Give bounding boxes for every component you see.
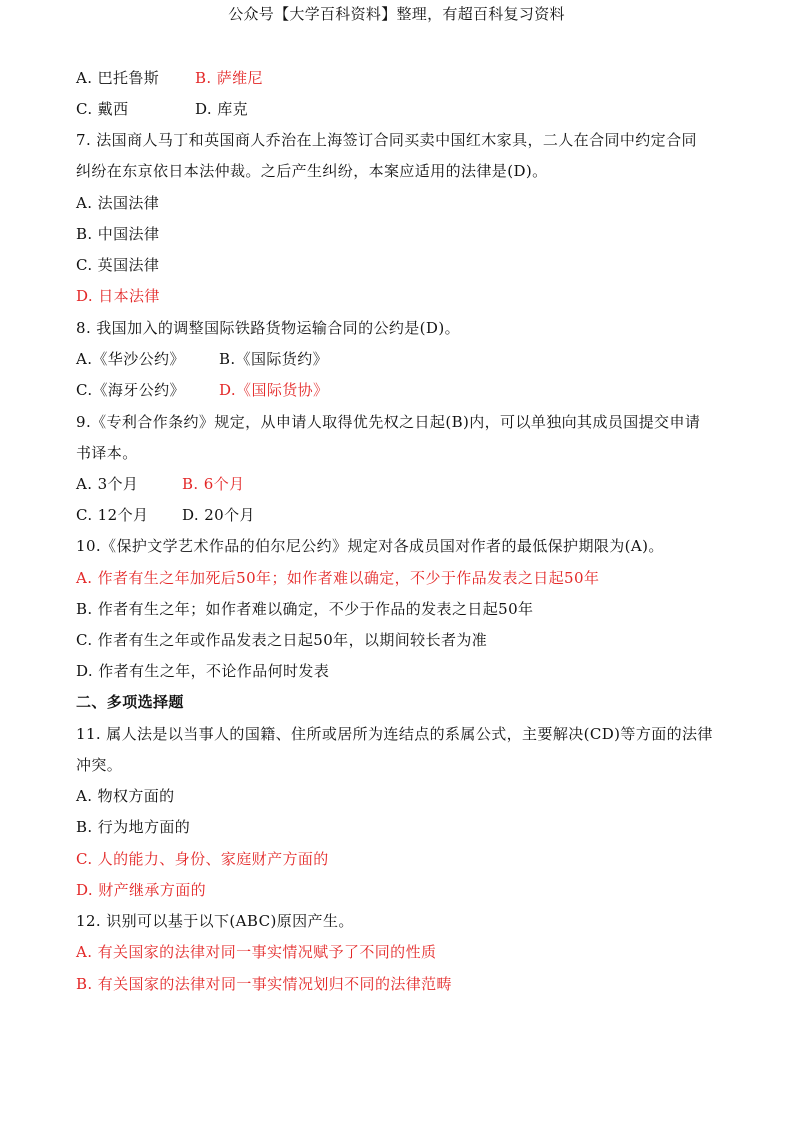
question-7-stem-line-2: 纠纷在东京依日本法仲裁。之后产生纠纷，本案应适用的法律是(D)。 <box>76 162 548 180</box>
q6-option-a: A. 巴托鲁斯 <box>76 69 160 87</box>
question-8-stem: 8. 我国加入的调整国际铁路货物运输合同的公约是(D)。 <box>76 319 461 337</box>
q8-option-a: A.《华沙公约》 <box>76 350 185 368</box>
question-11-stem-line-1: 11. 属人法是以当事人的国籍、住所或居所为连结点的系属公式，主要解决(CD)等方面的法律 <box>76 725 713 743</box>
q11-option-a: A. 物权方面的 <box>76 787 175 805</box>
question-9-options-row-2 <box>76 505 255 525</box>
question-7-stem-line-1: 7. 法国商人马丁和英国商人乔治在上海签订合同买卖中国红木家具，二人在合同中约定合同 <box>76 131 697 149</box>
q6-option-d: D. 库克 <box>195 100 249 118</box>
question-12-stem: 12. 识别可以基于以下(ABC)原因产生。 <box>76 912 354 930</box>
q12-option-b-answer: B. 有关国家的法律对同一事实情况划归不同的法律范畴 <box>76 975 452 993</box>
q11-option-c-answer: C. 人的能力、身份、家庭财产方面的 <box>76 850 329 868</box>
q8-option-b: B.《国际货约》 <box>219 350 328 368</box>
q11-option-b: B. 行为地方面的 <box>76 818 191 836</box>
question-9-stem-line-2: 书译本。 <box>76 444 138 462</box>
q7-option-c: C. 英国法律 <box>76 256 160 274</box>
q6-option-b-answer: B. 萨维尼 <box>195 69 263 87</box>
q7-option-d-answer: D. 日本法律 <box>76 287 160 305</box>
q10-option-d: D. 作者有生之年，不论作品何时发表 <box>76 662 330 680</box>
q8-option-c: C.《海牙公约》 <box>76 381 185 399</box>
question-9-stem-line-1: 9.《专利合作条约》规定，从申请人取得优先权之日起(B)内，可以单独向其成员国提交申请 <box>76 413 701 431</box>
q7-option-b: B. 中国法律 <box>76 225 160 243</box>
q10-option-a-answer: A. 作者有生之年加死后50年；如作者难以确定，不少于作品发表之日起50年 <box>76 569 600 587</box>
q6-option-c: C. 戴西 <box>76 100 129 118</box>
question-6-options-row-1 <box>76 68 263 88</box>
q11-option-d-answer: D. 财产继承方面的 <box>76 881 207 899</box>
q9-option-d: D. 20个月 <box>182 506 255 524</box>
q12-option-a-answer: A. 有关国家的法律对同一事实情况赋予了不同的性质 <box>76 943 437 961</box>
question-6-options-row-2 <box>76 99 249 119</box>
section-2-heading: 二、多项选择题 <box>76 693 184 711</box>
q9-option-c: C. 12个月 <box>76 506 149 524</box>
q9-option-a: A. 3个月 <box>76 475 139 493</box>
q10-option-b: B. 作者有生之年；如作者难以确定，不少于作品的发表之日起50年 <box>76 600 534 618</box>
q10-option-c: C. 作者有生之年或作品发表之日起50年，以期间较长者为准 <box>76 631 488 649</box>
q7-option-a: A. 法国法律 <box>76 194 160 212</box>
q8-option-d-answer: D.《国际货协》 <box>219 381 329 399</box>
question-8-options-row-2 <box>76 380 329 400</box>
question-11-stem-line-2: 冲突。 <box>76 756 123 774</box>
question-9-options-row-1 <box>76 474 245 494</box>
page-header: 公众号【大学百科资料】整理，有超百科复习资料 <box>228 5 565 23</box>
q9-option-b-answer: B. 6个月 <box>182 475 245 493</box>
question-8-options-row-1 <box>76 349 328 369</box>
question-10-stem: 10.《保护文学艺术作品的伯尔尼公约》规定对各成员国对作者的最低保护期限为(A)。 <box>76 537 664 555</box>
